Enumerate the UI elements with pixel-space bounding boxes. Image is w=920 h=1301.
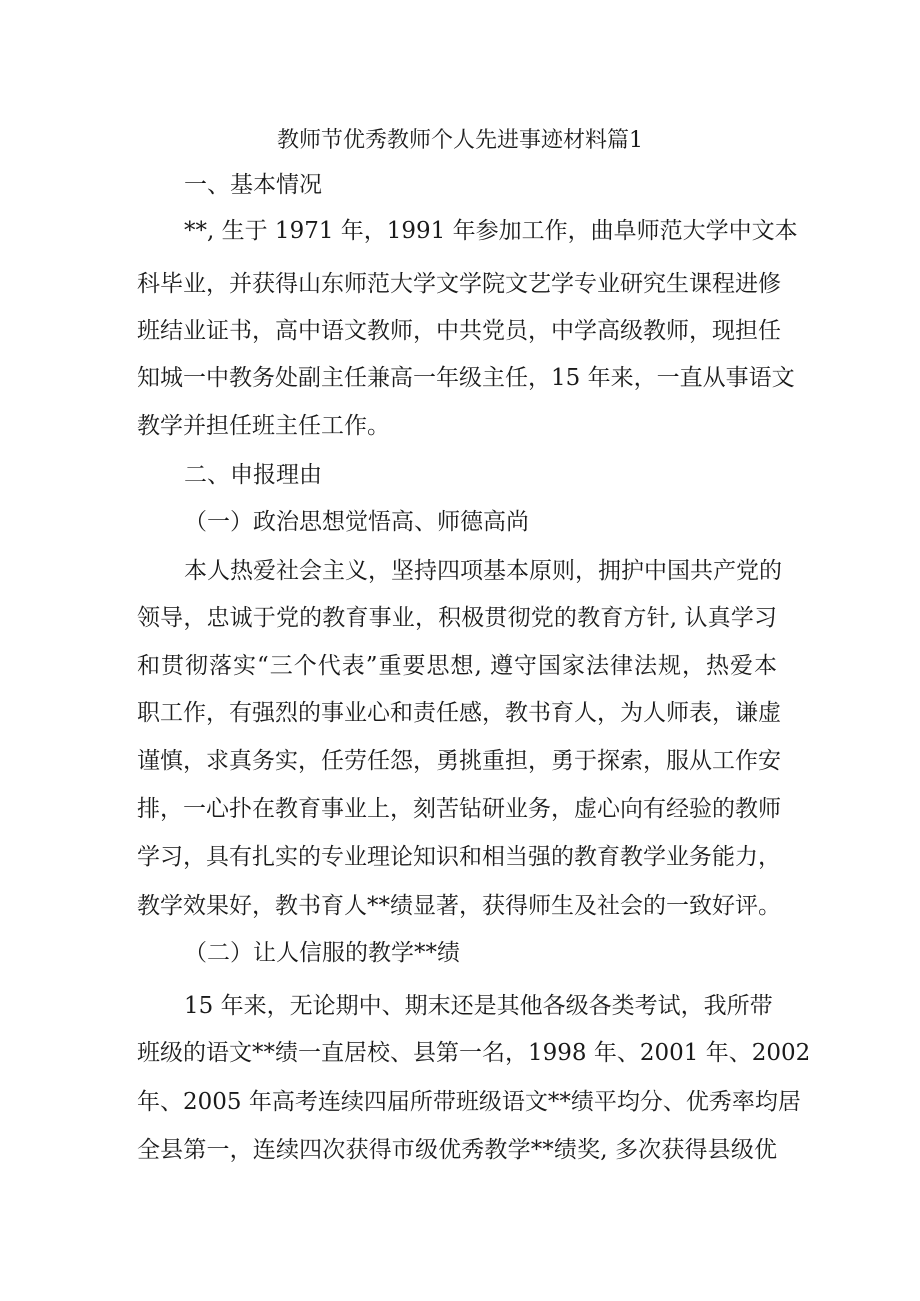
paragraph-line: 排，一心扑在教育事业上，刻苦钻研业务，虚心向有经验的教师 [137,796,781,822]
paragraph-line: 教学并担任班主任工作。 [137,413,390,439]
paragraph-line: 全县第一，连续四次获得市级优秀教学**绩奖, 多次获得县级优 [137,1137,777,1163]
section-heading-basic-info: 一、基本情况 [184,172,322,198]
subsection-heading-political: （一）政治思想觉悟高、师德高尚 [184,509,529,535]
paragraph-line: 班结业证书，高中语文教师，中共党员，中学高级教师，现担任 [137,318,781,344]
paragraph-line: 15 年来，无论期中、期末还是其他各级各类考试，我所带 [184,993,773,1019]
document-title: 教师节优秀教师个人先进事迹材料篇1 [277,128,643,153]
paragraph-line: **, 生于 1971 年，1991 年参加工作，曲阜师范大学中文本 [184,218,798,244]
paragraph-line: 学习，具有扎实的专业理论知识和相当强的教育教学业务能力， [137,844,781,870]
paragraph-line: 职工作，有强烈的事业心和责任感，教书育人，为人师表，谦虚 [137,700,781,726]
paragraph-line: 班级的语文**绩一直居校、县第一名，1998 年、2001 年、2002 [137,1040,811,1066]
paragraph-line: 领导，忠诚于党的教育事业，积极贯彻党的教育方针, 认真学习 [137,605,777,631]
paragraph-line: 年、2005 年高考连续四届所带班级语文**绩平均分、优秀率均居 [137,1089,801,1115]
paragraph-line: 知城一中教务处副主任兼高一年级主任，15 年来，一直从事语文 [137,365,795,391]
paragraph-line: 谨慎，求真务实，任劳任怨，勇挑重担，勇于探索，服从工作安 [137,748,781,774]
section-heading-reasons: 二、申报理由 [184,462,322,488]
paragraph-line: 教学效果好，教书育人**绩显著，获得师生及社会的一致好评。 [137,893,781,919]
paragraph-line: 本人热爱社会主义，坚持四项基本原则，拥护中国共产党的 [184,558,782,584]
paragraph-line: 和贯彻落实“三个代表”重要思想, 遵守国家法律法规，热爱本 [137,653,777,679]
subsection-heading-achievements: （二）让人信服的教学**绩 [184,940,460,966]
paragraph-line: 科毕业，并获得山东师范大学文学院文艺学专业研究生课程进修 [137,271,781,297]
